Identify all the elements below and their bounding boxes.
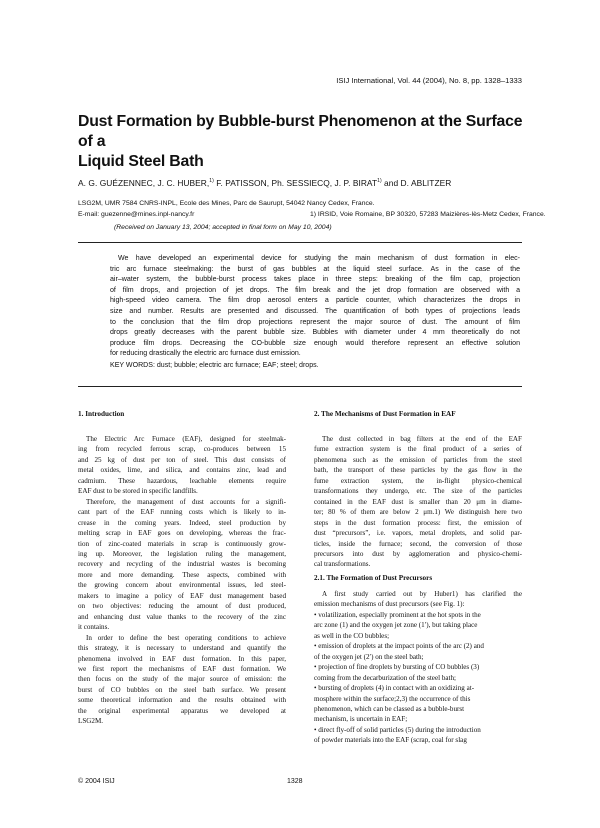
- text-line: phenomena such as the emission of particles from the steel: [314, 455, 522, 464]
- text-line: fume extraction system, the in-flight physico-chemical: [314, 476, 522, 485]
- author-part-1: A. G. GUÉZENNEC, J. C. HUBER,: [78, 178, 210, 188]
- copyright-footer: © 2004 ISIJ: [78, 778, 115, 785]
- keywords: KEY WORDS: dust; bubble; electric arc furnace; EAF; steel; drops.: [110, 362, 319, 369]
- text-line: cant part of the EAF running costs which is likely to in-: [78, 508, 286, 517]
- text-line: fume extraction system is the final product of a series of: [314, 445, 522, 454]
- abstract-line: drops greatly decreases with the parent bubble size. Bubbles with diameter under 4 mm theoretically do not: [110, 329, 520, 337]
- left-column-text: [78, 434, 286, 727]
- text-line: mechanism, is uncertain in EAF;: [314, 715, 408, 724]
- abstract-line: We have developed an experimental device for studying the main mechanism of dust formation in elec-: [118, 255, 520, 262]
- text-line: precursors into dust by agglomeration and physico-chemi-: [314, 549, 522, 558]
- text-line: melting scrap in EAF goes on developing, whereas the frac-: [78, 529, 286, 538]
- text-line: it contains.: [78, 623, 110, 632]
- text-line: mosphere within the surface;2,3) the occurrence of this: [314, 694, 471, 703]
- text-line: • direct fly-off of solid particles (5) during the introduction: [314, 725, 481, 734]
- text-line: Therefore, the management of dust accounts for a signifi-: [86, 497, 286, 506]
- page-number: 1328: [287, 778, 303, 785]
- text-line: ing from recycled ferrous scrap, co-produces between 15: [78, 445, 286, 454]
- text-line: recovery and recycling of the industrial wastes is becoming: [78, 560, 286, 569]
- text-line: • emission of droplets at the impact points of the arc (2) and: [314, 642, 484, 651]
- text-line: of powder materials into the EAF (scrap, coal for slag: [314, 736, 467, 745]
- author-list: [78, 178, 451, 188]
- text-line: • bursting of droplets (4) in contact with an oxidizing at-: [314, 684, 475, 693]
- paper-title: [78, 112, 528, 172]
- title-line-1: Dust Formation by Bubble-burst Phenomenon at the Surface of a: [78, 113, 523, 150]
- text-line: crease in the coming years. Indeed, steel production by: [78, 518, 286, 527]
- author-part-3: and D. ABLITZER: [381, 178, 452, 188]
- text-line: emission mechanisms of dust precursors (see Fig. 1):: [314, 600, 465, 609]
- text-line: arc zone (1) and the oxygen jet zone (1′), but taking place: [314, 621, 478, 630]
- abstract-line: tric arc furnace steelmaking: the burst of gas bubbles at the liquid steel surface. As in the case of the: [110, 265, 520, 273]
- text-line: some theoretical information and the results obtained with: [78, 696, 286, 705]
- abstract-line: of film drops, and projection of jet drops. The film break and the jet drop formation are observed with a: [110, 286, 520, 294]
- text-line: on two objectives: reducing the amount of dust produced,: [78, 602, 286, 611]
- text-line: The dust collected in bag filters at the end of the EAF: [322, 435, 522, 443]
- text-line: the growing concern about environmental issues, led steel-: [78, 581, 286, 590]
- text-line: dust “precursors”, i.e. vapors, metal droplets, and solid par-: [314, 529, 522, 538]
- author-sup-2: 1): [377, 178, 382, 185]
- text-line: contained in the EAF dust is smaller than 20 μm in diame-: [314, 497, 522, 506]
- abstract-line: high-speed video camera. The film drop aerosol enters a particle counter, which characterizes the drops in: [110, 297, 520, 305]
- abstract-line: for reducing drastically the electric arc furnace dust emission.: [110, 350, 301, 358]
- author-sup-1: 1): [209, 178, 214, 185]
- heading-mechanisms: 2. The Mechanisms of Dust Formation in EAF: [314, 410, 456, 418]
- affiliation-lsg2m: LSG2M, UMR 7584 CNRS-INPL, Ecole des Mines, Parc de Saurupt, 54042 Nancy Cedex, France.: [78, 200, 375, 207]
- text-line: of the oxygen jet (2′) on the steel bath;: [314, 652, 424, 661]
- text-line: • projection of fine droplets by bursting of CO bubbles (3): [314, 663, 480, 672]
- text-line: cadmium. These hazardous, leachable elements require: [78, 476, 286, 485]
- abstract-line: produce film drops. Decreasing the CO-bubble size enough would therefore represent an effective solution: [110, 339, 520, 347]
- text-line: A first study carried out by Huber1) has clarified the: [322, 590, 522, 598]
- text-line: • volatilization, especially prominent at the hot spots in the: [314, 610, 481, 619]
- text-line: and 25 kg of dust per ton of steel. This dust consists of: [78, 455, 286, 464]
- text-line: EAF dust to be stored in specific landfills.: [78, 487, 198, 496]
- text-line: as well in the CO bubbles;: [314, 631, 390, 640]
- received-dates: (Received on January 13, 2004; accepted in final form on May 10, 2004): [114, 224, 332, 231]
- text-line: phenomenon, which can be classed as a bubble-burst: [314, 704, 465, 713]
- author-part-2: F. PATISSON, Ph. SESSIECQ, J. P. BIRAT: [213, 178, 378, 188]
- text-line: coming from the decarburization of the steel bath;: [314, 673, 457, 682]
- text-line: burst of CO bubbles on the steel bath surface. We present: [78, 685, 286, 694]
- text-line: then focus on the study of the major source of emission: the: [78, 675, 286, 684]
- text-line: transformations they undergo, etc. The size of the particles: [314, 487, 522, 496]
- text-line: we first report the mechanisms of EAF dust formation. We: [78, 664, 286, 673]
- text-line: makers to imagine a policy of EAF dust management based: [78, 591, 286, 600]
- affiliation-irsid: 1) IRSID, Voie Romaine, BP 30320, 57283 Maizières-lès-Metz Cedex, France.: [310, 211, 546, 218]
- text-line: ticles, inside the furnace; second, the conversion of those: [314, 539, 522, 548]
- text-line: LSG2M.: [78, 717, 104, 726]
- abstract-line: air–water system, the bubble-burst process takes place in three steps: breaking of the film cap, projection: [110, 276, 520, 284]
- title-line-2: Liquid Steel Bath: [78, 153, 204, 170]
- text-line: The Electric Arc Furnace (EAF), designed for steelmak-: [86, 435, 286, 443]
- text-line: In order to define the best operating conditions to achieve: [86, 633, 286, 642]
- right-column-text-continued: [314, 589, 522, 746]
- abstract: [110, 254, 520, 360]
- text-line: bath, the transport of these particles by the gas flow in the: [314, 466, 522, 475]
- abstract-line: size and number. Results are presented and discussed. The quantification of both types of projections leads: [110, 307, 520, 315]
- heading-introduction: 1. Introduction: [78, 410, 125, 418]
- top-divider: [78, 242, 522, 243]
- text-line: the original experimental apparatus we developed at: [78, 706, 286, 715]
- text-line: and enhancing dust value thanks to the recovery of the zinc: [78, 612, 286, 621]
- heading-dust-precursors: 2.1. The Formation of Dust Precursors: [314, 574, 433, 582]
- journal-citation: ISIJ International, Vol. 44 (2004), No. 8, pp. 1328–1333: [336, 76, 522, 85]
- right-column-text: [314, 434, 522, 570]
- text-line: more and more demanding. These aspects, combined with: [78, 570, 286, 579]
- author-email: E-mail: guezenne@mines.inpl-nancy.fr: [78, 211, 195, 218]
- text-line: tion of zinc-coated materials in scrap is continuously grow-: [78, 539, 286, 548]
- text-line: metal oxides, lime, and silica, and contains zinc, lead and: [78, 466, 286, 475]
- text-line: ter; 80 % of them are below 2 μm.1) We distinguish here two: [314, 508, 522, 517]
- text-line: ing up. Moreover, the legislation ruling the management,: [78, 549, 286, 558]
- text-line: cal transformations.: [314, 560, 371, 569]
- text-line: phenomena involved in EAF dust formation. In this paper,: [78, 654, 286, 663]
- text-line: steps in the dust formation process: first, the emission of: [314, 518, 522, 527]
- text-line: this strategy, it is necessary to understand and quantify the: [78, 644, 286, 653]
- abstract-line: to the conclusion that the film drop projections represent the major source of dust. The amount of film: [110, 318, 520, 326]
- abstract-divider: [78, 386, 522, 387]
